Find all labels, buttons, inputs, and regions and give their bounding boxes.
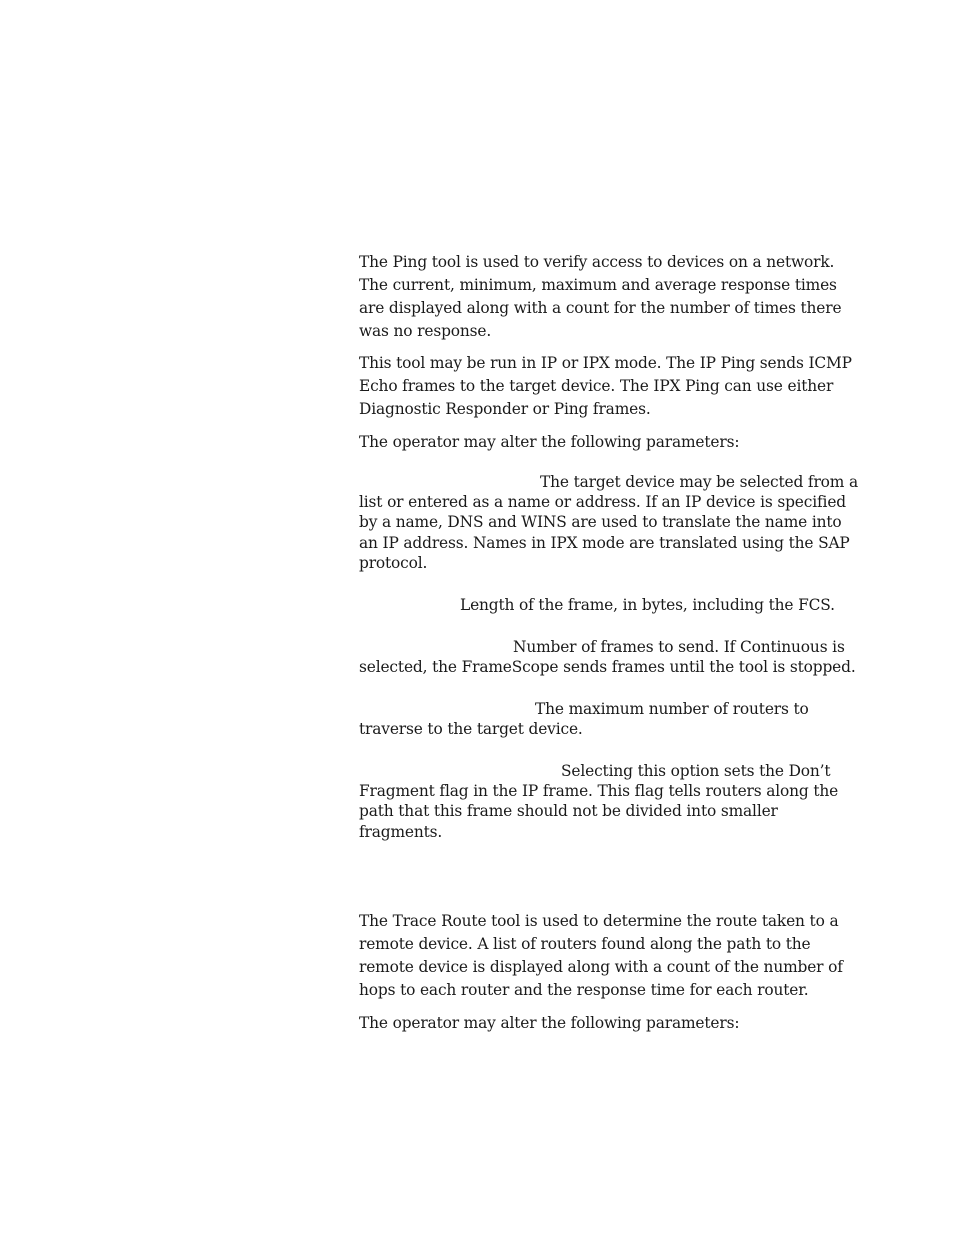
- param-frame-length-description: Length of the frame, in bytes, including the FCS.: [460, 596, 835, 614]
- param-frame-count-description: Number of frames to send. If Continuous is selected, the FrameScope sends frames until the tool is stopped.: [359, 638, 856, 677]
- ping-params-intro: The operator may alter the following parameters:: [359, 433, 740, 451]
- trace-route-intro-paragraph: The Trace Route tool is used to determine the route taken to a remote device. A list of routers found along the path to the remote device is displayed along with a count of the number of hops to each router and the response time for each router.: [359, 912, 843, 999]
- param-max-hops-description: The maximum number of routers to traverse to the target device.: [359, 700, 809, 739]
- ping-modes-paragraph: This tool may be run in IP or IPX mode. The IP Ping sends ICMP Echo frames to the target device. The IPX Ping can use either Diagnostic Responder or Ping frames.: [359, 354, 852, 418]
- param-target-device-description: The target device may be selected from a list or entered as a name or address. If an IP device is specified by a name, DNS and WINS are used to translate the name into an IP address. Names in IPX mode are translated using the SAP protocol.: [359, 473, 859, 572]
- param-dont-fragment-description: Selecting this option sets the Don’t Fragment flag in the IP frame. This flag tells routers along the path that this frame should not be divided into smaller fragments.: [359, 762, 839, 841]
- ping-intro-paragraph: The Ping tool is used to verify access to devices on a network. The current, minimum, maximum and average response times are displayed along with a count for the number of times there was no response.: [359, 253, 842, 340]
- trace-route-params-intro: The operator may alter the following parameters:: [359, 1014, 740, 1032]
